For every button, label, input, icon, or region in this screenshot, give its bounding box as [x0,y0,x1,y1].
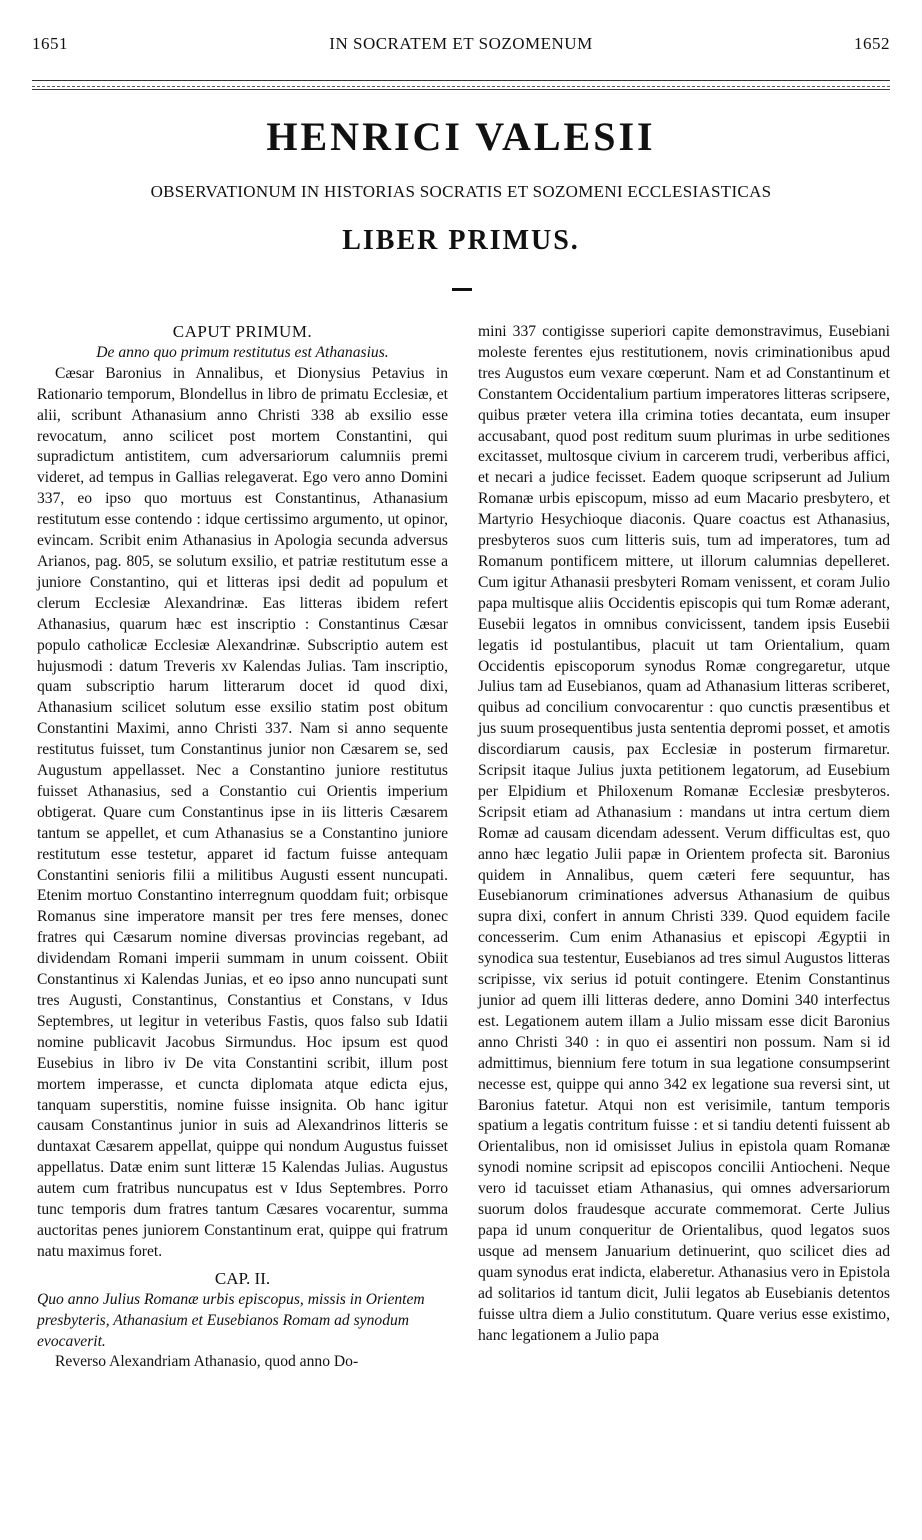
chapter-2-text-continued: mini 337 contigisse superiori capite demonstravimus, Eusebiani moleste ferentes ejus restitutionem, novis criminationibus apud tres Augustos eum vexare cœperunt. Nam et ad Constantinum et Constantem Occidentalium partium imperatores litteras scripsere, quibus præter vetera illa crimina toties decantata, eum insuper accusabant, quod post reditum suum plurimas in urbe seditiones excitasset, multosque civium in carcerem trudi, verberibus affici, et necari a judice fecisset. Eadem quoque scripserunt ad Julium Romanæ urbis episcopum, misso ad eum Macario presbytero, et Martyrio Hesychioque diaconis. Quare coactus est Athanasius, presbyteros suos cum litteris suis, tum ad imperatores, tum ad Romanum pontificem mittere, ut illorum calumnias depelleret. Cum igitur Athanasii presbyteri Romam venissent, et coram Julio papa multisque aliis Occidentis episcopis qui tum Romæ aderant, Eusebii legatos in omnibus convicissent, tandem ipsis Eusebii legatis id postulantibus, placuit ut tam Orientalium, quam Occidentis episcoporum synodus Romæ congregaretur, utque Julius tam ad Eusebianos, quam ad Athanasium litteras scriberet, quibus ad concilium convocarentur : quo cunctis præsentibus et jus suum prosequentibus justa sententia depromi posset, et amotis discordiarum causis, pax Ecclesiæ in posterum firmaretur. Scripsit itaque Julius juxta petitionem legatorum, ad Eusebium per Elpidium et Philoxenum Romanæ Ecclesiæ presbyteros. Scripsit etiam ad Athanasium : mandans ut intra certum diem Romæ ad causam dicendam adessent. Verum difficultas est, quo anno hæc legatio Julii papæ in Orientem profecta sit. Baronius quidem in Annalibus, quem cæteri fere sequuntur, has Eusebianorum criminationes adversus Athanasium de quibus supra dixi, confert in annum Christi 339. Quod equidem facile concesserim. Cum enim Athanasius et episcopi Ægyptii in synodica sua testentur, Eusebianos ad tres simul Augustos litteras scripisse, vix serius id potuit contingere. Etenim Constantinus junior ad quem illi litteras dedere, anno Domini 340 interfectus est. Legationem autem illam a Julio missam esse dicit Baronius anno Christi 340 : in quo ei assentiri non possum. Nam si id admittimus, biennium fere totum in sua legatione consumpserint necesse est, quippe qui anno 342 ex legatione sua reversi sint, ut Baronius fatetur. Atqui non est verisimile, tantum temporis spatium a legatis contritum fuisse : et si tandiu detenti fuissent ab Orientalibus, non id omisisset Julius in epistola quam Romanæ synodi nomine scripsit ad episcopos concilii Antiocheni. Neque vero id tacuisset etiam Athanasius, qui omnes adversariorum suorum dolos fraudesque accurate commemorat. Certe Julius papa id unum conqueritur de Orientalibus, quod legatos suos usque ad mensem Januarium detinuerint, quo scilicet dies ad quam synodus erat indicta, elaberetur. Athanasius vero in Epistola ad solitarios id tantum dicit, Julii legatos ab Eusebianis detentos fuisse ultra diem a Julio constitutum. Quare verius esse existimo, hanc legationem a Julio papa [478,323,890,1344]
running-head [32,34,890,56]
chapter-1-summary: De anno quo primum restitutus est Athanasius. [96,343,389,361]
header-rule-lower [32,89,890,90]
running-title: IN SOCRATEM ET SOZOMENUM [329,34,593,53]
left-column [37,322,448,1373]
chapter-2-text-start: Reverso Alexandriam Athanasio, quod anno Do- [55,1353,359,1371]
chapter-2-heading: CAP. II. [214,1268,271,1288]
chapter-1-heading: CAPUT PRIMUM. [172,322,313,341]
title-dash-divider [452,288,472,291]
chapter-2-summary: Quo anno Julius Romanæ urbis episcopus, missis in Orientem presbyteris, Athanasium et Eusebianos Romam ad synodum evocaverit. [37,1290,425,1350]
page-number-right: 1652 [854,34,890,53]
chapter-1-text: Cæsar Baronius in Annalibus, et Dionysius Petavius in Rationario temporum, Blondellus in libro de primatu Ecclesiæ, et alii, scribunt Athanasium anno Christi 338 ab exsilio esse revocatum, anno scilicet post mortem Constantini, qui supradictum antistitem, cum adversariorum calumniis premi videret, ad tempus in Gallias relegaverat. Ego vero anno Domini 337, eo ipso quo mortuus est Constantinus, Athanasium restitutum esse contendo : idque certissimo argumento, ut opinor, evincam. Scribit enim Athanasius in Apologia secunda adversus Arianos, pag. 805, se solutum exsilio, et patriæ restitutum esse a juniore Constantino, qui et litteras ipsi dedit ad populum et clerum Ecclesiæ Alexandrinæ. Eas litteras ibidem refert Athanasius, quarum hæc est inscriptio : Constantinus Cæsar populo catholicæ Ecclesiæ Alexandrinæ. Subscriptio autem est hujusmodi : datum Treveris xv Kalendas Julias. Tam inscriptio, quam subscriptio harum litterarum docet id quod dixi, Athanasium scilicet solutum esse exsilio statim post obitum Constantini Maximi, anno Christi 337. Nam si anno sequente restitutus fuisset, tum Constantinus junior non Cæsarem se, sed Augustum appellasset. Nec a Constantino juniore restitutus fuisset Athanasius, sed a Constantio cui Orientis imperium obtigerat. Quare cum Constantinus ipse in iis litteris Cæsarem tantum se appellet, et cum Athanasius se a Constantino juniore restitutum esse testetur, apparet id factum fuisse antequam Constantini senioris filii a militibus Augusti essent nuncupati. Etenim mortuo Constantino interregnum quoddam fuit; orbisque Romanus sine imperatore mansit per tres fere menses, donec fratres qui Cæsarum nomine diversas provincias regebant, ad dividendam Romani imperii summam in unum coissent. Obiit Constantinus xi Kalendas Junias, et eo ipso anno nuncupati sunt tres Augusti, Constantinus, Constantius et Constans, v Idus Septembres, ut legitur in veteribus Fastis, quos falso sub Idatii nomine publicavit Jacobus Sirmundus. Hoc ipsum est quod Eusebius in libro iv De vita Constantini scribit, illum post mortem imperasse, et cuncta diplomata atque edicta ejus, tanquam superstitis, nomine fuisse insignita. Ob hanc igitur causam Constantinus junior in suis ad Alexandrinos litteris se duntaxat Cæsarem appellat, quippe qui nondum Augustus fuisset appellatus. Datæ enim sunt litteræ 15 Kalendas Julias. Augustus autem cum fratribus nuncupatus est v Idus Septembres. Porro tunc temporis dum fratres tantum Cæsares vocarentur, summa auctoritas penes juniorem Constantinum erat, quippe qui fratrum natu maximus foret. [37,364,448,1260]
page-number-left: 1651 [32,34,68,53]
header-rule-dashed [32,86,890,87]
header-rule [32,80,890,81]
right-column [478,322,890,1346]
work-title: HENRICI VALESII [266,114,656,159]
book-heading: LIBER PRIMUS. [342,225,580,256]
work-subtitle: OBSERVATIONUM IN HISTORIAS SOCRATIS ET SOZOMENI ECCLESIASTICAS [150,182,772,201]
